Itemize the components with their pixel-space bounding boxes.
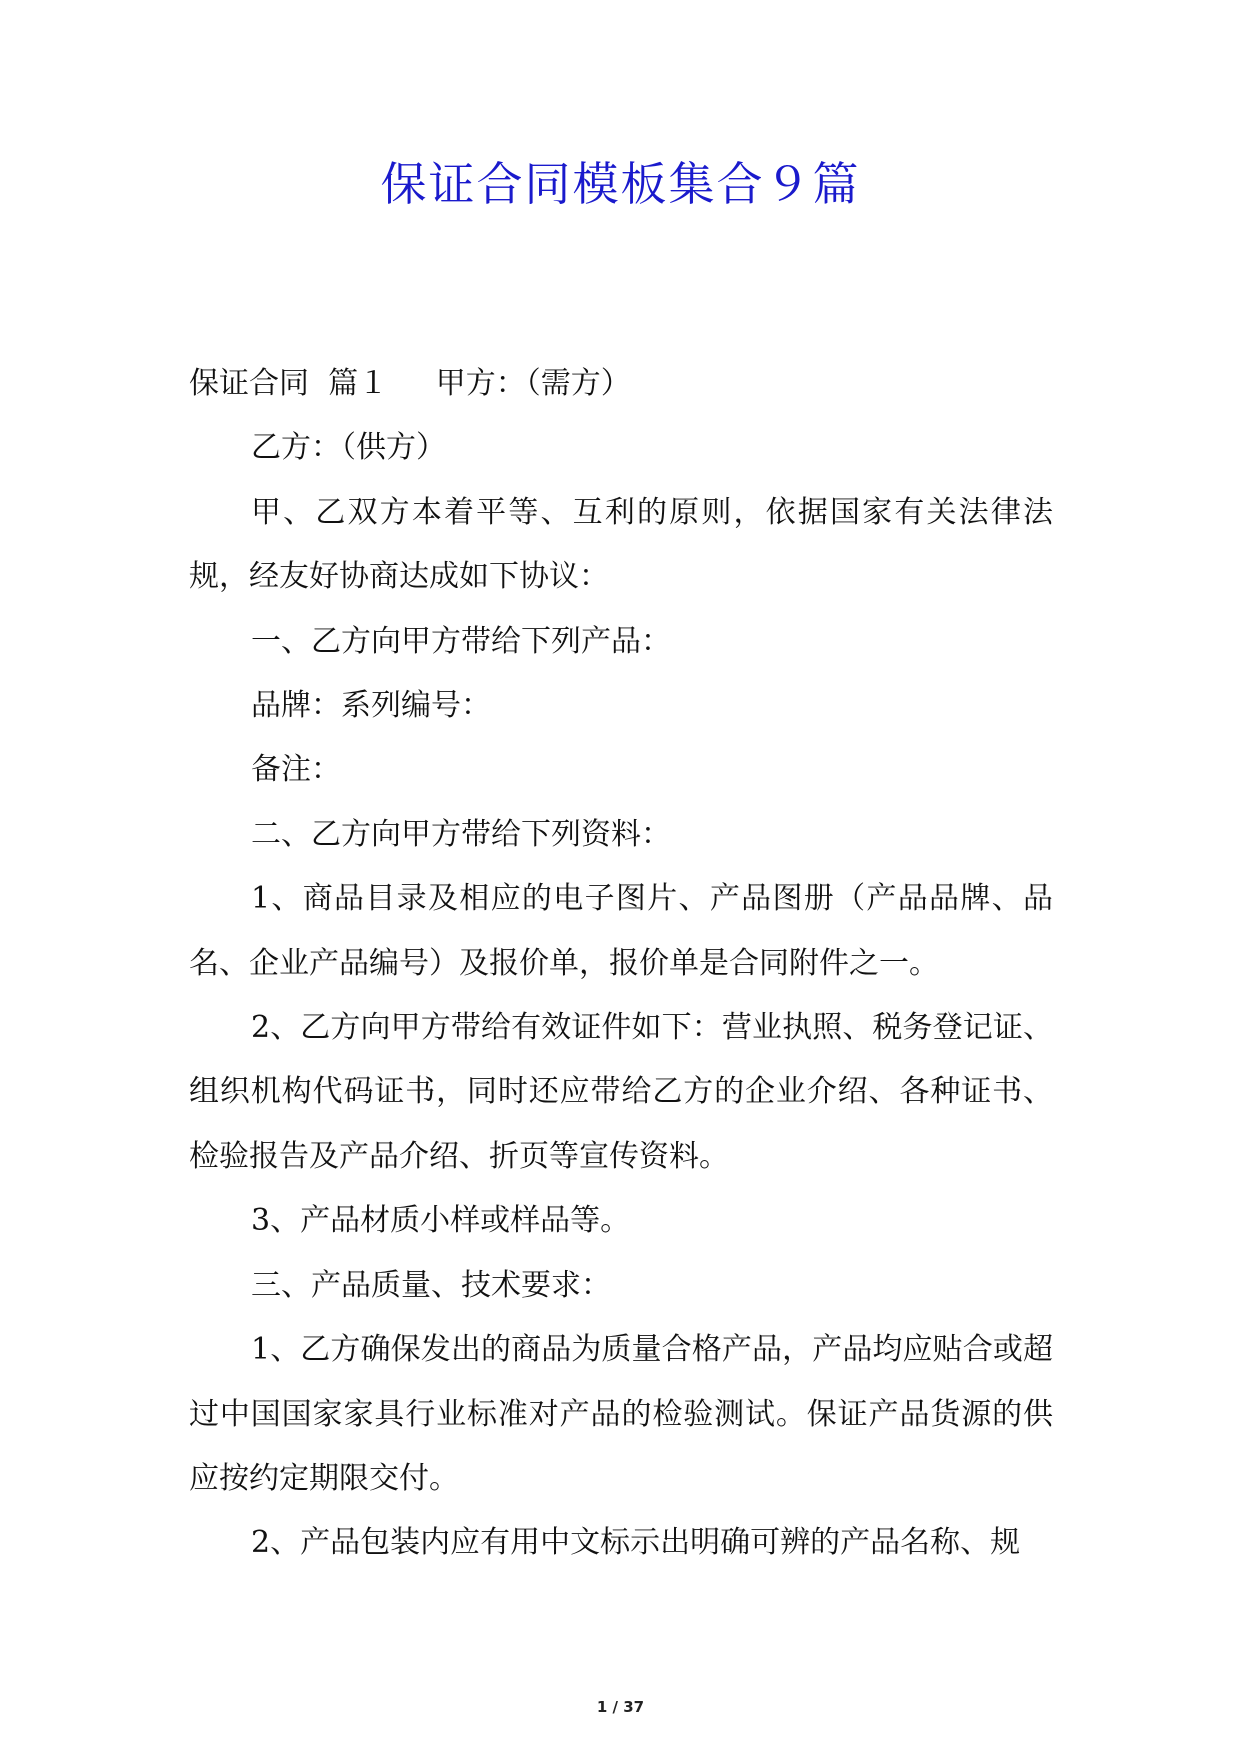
paragraph-party-b: 乙方：（供方） — [251, 430, 446, 466]
paragraph-section-2-item-2: 2、乙方向甲方带给有效证件如下：营业执照、税务登记证、组织机构代码证书，同时还应带给乙方的企业介绍、各种证书、检验报告及产品介绍、折页等宣传资料。 — [189, 1010, 1053, 1174]
document-title: 保证合同模板集合９篇 — [380, 157, 861, 211]
paragraph-section-2-item-1: 1、商品目录及相应的电子图片、产品图册（产品品牌、品名、企业产品编号）及报价单，报价单是合同附件之一。 — [189, 881, 1053, 981]
paragraph-section-3-heading: 三、产品质量、技术要求： — [251, 1267, 611, 1303]
paragraph-heading-parties: 保证合同 篇１ 甲方：（需方） — [189, 366, 631, 401]
paragraph-section-2-item-3: 3、产品材质小样或样品等。 — [251, 1203, 631, 1239]
document-body — [189, 352, 1053, 1576]
paragraph-brand-series: 品牌：系列编号： — [251, 688, 491, 724]
paragraph-section-3-item-1: 1、乙方确保发出的商品为质量合格产品，产品均应贴合或超过中国国家家具行业标准对产品的检验测试。保证产品货源的供应按约定期限交付。 — [189, 1332, 1053, 1496]
paragraph-section-1-heading: 一、乙方向甲方带给下列产品： — [251, 623, 671, 659]
paragraph-remarks: 备注： — [251, 752, 341, 788]
paragraph-section-2-heading: 二、乙方向甲方带给下列资料： — [251, 816, 671, 852]
paragraph-section-3-item-2: 2、产品包装内应有用中文标示出明确可辨的产品名称、规 — [251, 1525, 1021, 1561]
paragraph-preamble: 甲、乙双方本着平等、互利的原则，依据国家有关法律法规，经友好协商达成如下协议： — [189, 494, 1053, 595]
page-number: 1 / 37 — [596, 1698, 645, 1716]
